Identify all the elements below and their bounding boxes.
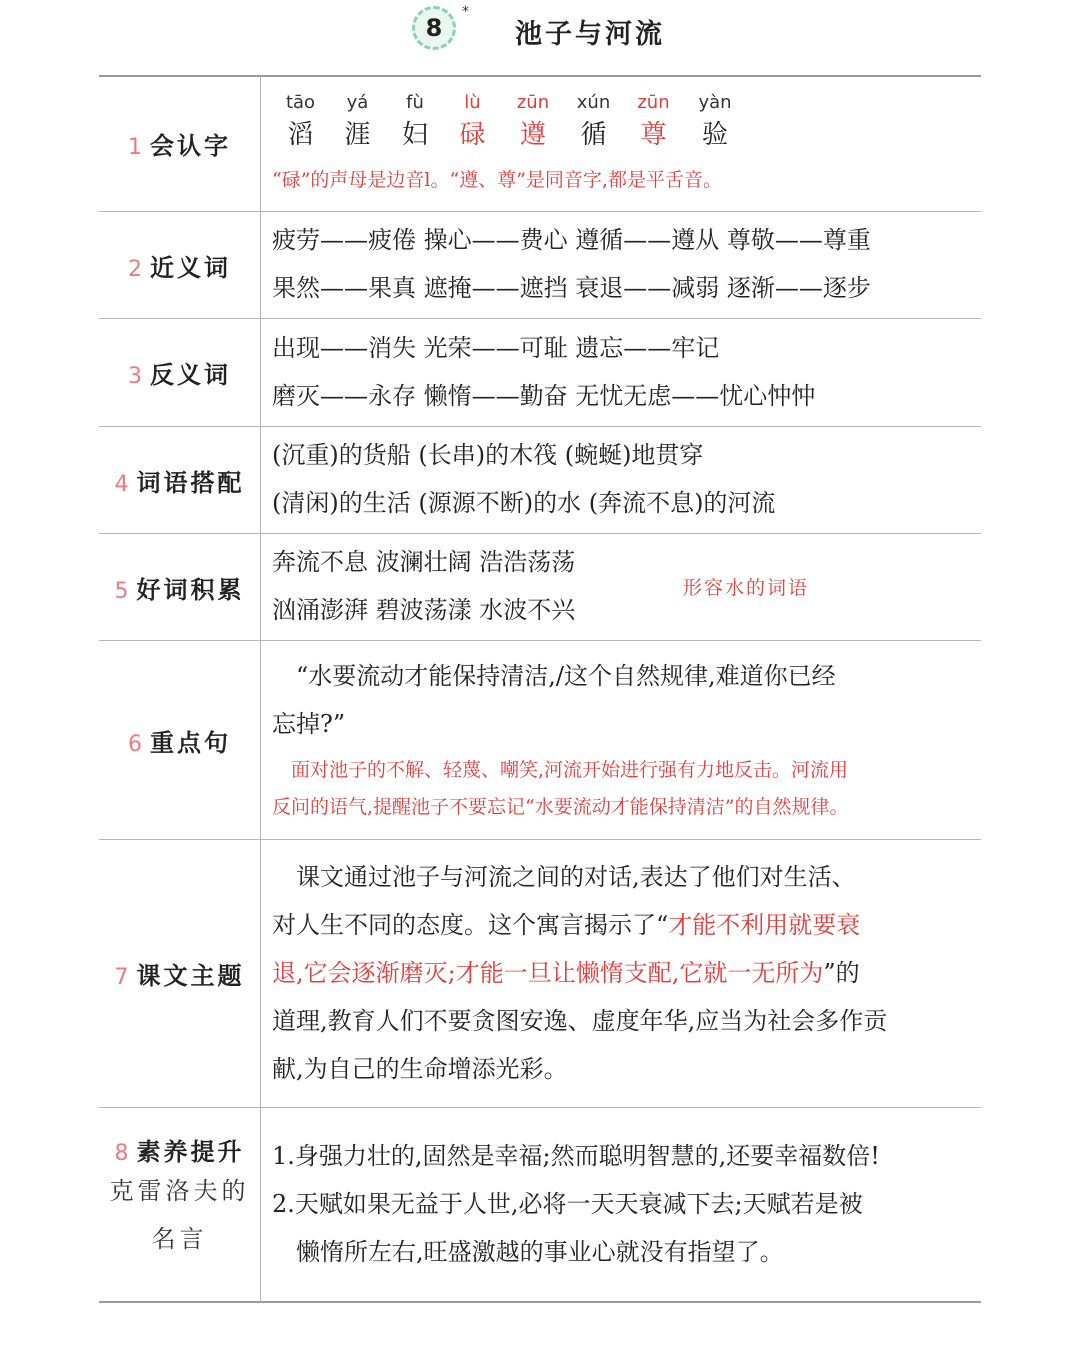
section-label-synonyms <box>99 212 260 318</box>
theme-line: 课文通过池子与河流之间的对话,表达了他们对生活、 <box>272 863 856 891</box>
section-number: 7 <box>114 965 129 990</box>
theme-text: 对人生不同的态度。这个寓言揭示了“ <box>272 911 669 939</box>
antonym-line: 出现——消失 光荣——可耻 遗忘——牢记 <box>272 334 720 362</box>
pinyin-text: fù <box>406 92 424 113</box>
section-content-collocations <box>272 431 972 527</box>
section-name: 反义词 <box>150 361 231 389</box>
pinyin-char-cell <box>386 88 444 152</box>
section-name: 好词积累 <box>136 575 245 604</box>
collocation-line: (沉重)的货船 (长串)的木筏 (蜿蜒)地贯穿 <box>272 441 704 469</box>
pinyin-grid <box>272 88 972 152</box>
pinyin-char-cell <box>329 88 386 152</box>
hanzi-char: 尊 <box>640 120 667 150</box>
key-sentence-note: 反问的语气,提醒池子不要忘记“水要流动才能保持清洁”的自然规律。 <box>272 796 849 818</box>
page-title: 池子与河流 <box>515 19 665 50</box>
pronunciation-note: “碌”的声母是边音l。“遵、尊”是同音字,都是平舌音。 <box>272 169 722 191</box>
section-number: 8 <box>114 1141 129 1166</box>
good-words-line: 奔流不息 波澜壮阔 浩浩荡荡 <box>272 548 576 576</box>
section-content-synonyms <box>272 216 972 312</box>
section-label-good-words <box>99 534 260 640</box>
synonym-line: 果然——果真 遮掩——遮挡 衰退——减弱 逐渐——逐步 <box>272 274 871 302</box>
hanzi-char: 循 <box>580 120 607 150</box>
page-header <box>0 0 1080 60</box>
section-label-literacy <box>99 1132 260 1282</box>
theme-line <box>272 949 972 997</box>
literacy-subtitle: 克雷洛夫的 <box>109 1177 250 1205</box>
theme-line: 献,为自己的生命增添光彩。 <box>272 1055 568 1083</box>
water-words-note: 形容水的词语 <box>683 577 810 599</box>
pinyin-char-cell <box>565 88 622 152</box>
section-name: 近义词 <box>150 253 231 282</box>
pinyin-text: zūn <box>516 92 550 113</box>
pinyin-text: lù <box>464 92 481 113</box>
section-name: 素养提升 <box>136 1138 245 1166</box>
quote-line: 1.身强力壮的,固然是幸福;然而聪明智慧的,还要幸福数倍! <box>272 1142 880 1170</box>
table-bottom-border <box>99 1301 981 1303</box>
pinyin-char-cell <box>272 88 329 152</box>
pinyin-text: yá <box>346 92 369 113</box>
literacy-subtitle: 名言 <box>151 1225 208 1253</box>
pinyin-char-cell <box>444 88 501 152</box>
section-name: 课文主题 <box>136 962 245 990</box>
key-sentence-line: “水要流动才能保持清洁,/这个自然规律,难道你已经 <box>272 662 836 690</box>
pinyin-text: xún <box>576 92 611 113</box>
section-content-recognize-chars <box>272 88 972 152</box>
section-number: 3 <box>128 364 142 389</box>
key-sentence-note: 面对池子的不解、轻蔑、嘲笑,河流开始进行强有力地反击。河流用 <box>272 759 849 781</box>
lesson-mark: * <box>462 4 469 20</box>
section-name: 会认字 <box>150 132 231 160</box>
section-content-theme <box>272 853 972 1093</box>
pinyin-char-cell <box>501 88 565 152</box>
section-label-collocations <box>99 427 260 533</box>
hanzi-char: 滔 <box>287 120 314 150</box>
hanzi-char: 验 <box>701 120 728 150</box>
pinyin-char-cell <box>685 88 745 152</box>
theme-line: 道理,教育人们不要贪图安逸、虚度年华,应当为社会多作贡 <box>272 1007 888 1035</box>
section-label-theme <box>99 840 260 1107</box>
row-divider <box>99 1107 981 1108</box>
section-number: 2 <box>128 256 142 282</box>
section-number: 6 <box>128 731 142 757</box>
section-number: 1 <box>128 135 142 160</box>
hanzi-char: 遵 <box>519 120 546 150</box>
section-content-key-sentence <box>272 652 972 826</box>
column-divider <box>260 76 261 1302</box>
hanzi-char: 碌 <box>459 120 486 150</box>
hanzi-char: 涯 <box>344 120 371 150</box>
section-number: 4 <box>114 471 129 497</box>
quote-line: 2.天赋如果无益于人世,必将一天天衰减下去;天赋若是被 <box>272 1190 863 1218</box>
synonym-line: 疲劳——疲倦 操心——费心 遵循——遵从 尊敬——尊重 <box>272 226 871 254</box>
pinyin-text: zūn <box>637 92 670 113</box>
theme-highlight: 才能不利用就要衰 <box>668 911 861 939</box>
section-label-key-sentence <box>99 641 260 839</box>
theme-line <box>272 901 972 949</box>
antonym-line: 磨灭——永存 懒惰——勤奋 无忧无虑——忧心忡忡 <box>272 382 816 410</box>
section-label-recognize-chars <box>99 76 260 211</box>
theme-highlight: 退,它会逐渐磨灭;才能一旦让懒惰支配,它就一无所为 <box>272 959 824 987</box>
hanzi-char: 妇 <box>401 120 428 150</box>
section-name: 重点句 <box>150 728 231 757</box>
lesson-number: 8 <box>425 14 443 42</box>
lesson-number-badge <box>412 6 456 50</box>
section-label-antonyms <box>99 319 260 426</box>
quote-line: 懒惰所左右,旺盛激越的事业心就没有指望了。 <box>272 1238 784 1266</box>
theme-text: ”的 <box>823 959 860 987</box>
collocation-line: (清闲)的生活 (源源不断)的水 (奔流不息)的河流 <box>272 489 776 517</box>
pinyin-text: tāo <box>285 92 316 113</box>
section-content-antonyms <box>272 324 972 420</box>
pinyin-text: yàn <box>698 92 732 113</box>
pinyin-char-cell <box>622 88 685 152</box>
section-name: 词语搭配 <box>136 468 245 497</box>
section-content-literacy <box>272 1132 972 1276</box>
section-content-good-words <box>272 538 972 634</box>
section-number: 5 <box>114 578 129 604</box>
good-words-line: 汹涌澎湃 碧波荡漾 水波不兴 <box>272 596 576 624</box>
key-sentence-line: 忘掉?” <box>272 710 346 738</box>
